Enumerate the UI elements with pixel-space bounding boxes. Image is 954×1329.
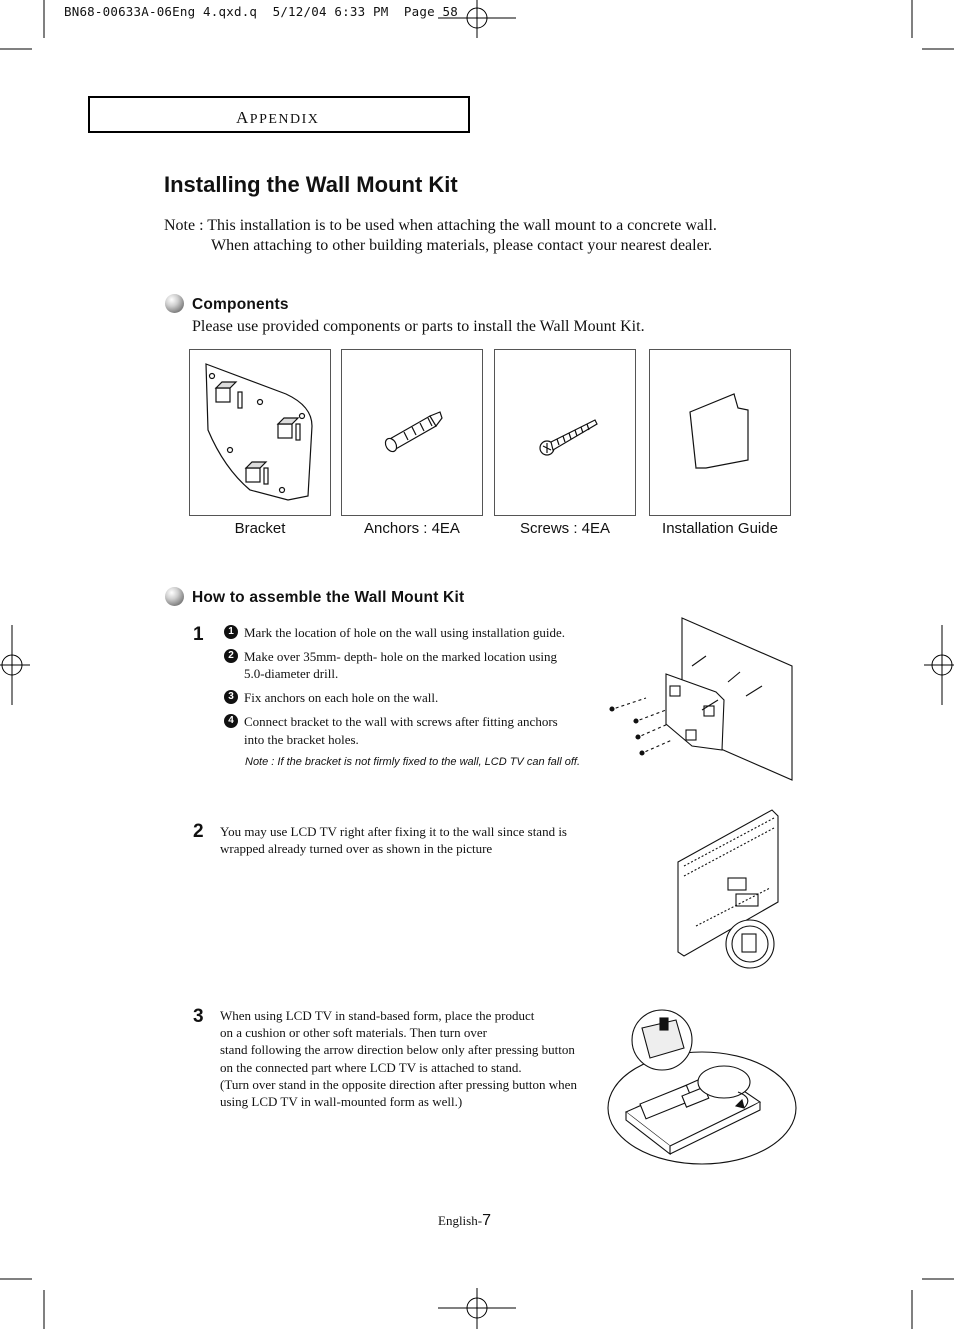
step1-item-4: Connect bracket to the wall with screws after fitting anchors <box>244 714 558 729</box>
components-intro: Please use provided components or parts to install the Wall Mount Kit. <box>192 318 645 335</box>
step1-bullet-1: 1 <box>224 625 238 639</box>
section-tab-initial: A <box>236 108 250 127</box>
step3-text-line3: stand following the arrow direction below only after pressing button <box>220 1042 575 1057</box>
guide-figure <box>649 349 791 516</box>
components-heading: Components <box>192 296 289 313</box>
step1-bullet-2: 2 <box>224 649 238 663</box>
step1-item-3: Fix anchors on each hole on the wall. <box>244 690 439 705</box>
install-note-line1: Note : This installation is to be used when attaching the wall mount to a concrete wall. <box>164 217 717 234</box>
print-slug: BN68-00633A-06Eng 4.qxd.q 5/12/04 6:33 PM Page 58 <box>64 4 459 19</box>
step2-text-line1: You may use LCD TV right after fixing it to the wall since stand is <box>220 824 567 839</box>
tv-back-illustration <box>676 806 782 978</box>
anchors-figure <box>341 349 483 516</box>
component-label-bracket: Bracket <box>234 520 286 537</box>
step3-text-line5: (Turn over stand in the opposite direction after pressing button when <box>220 1077 577 1092</box>
step1-item-2-cont: 5.0-diameter drill. <box>244 666 339 681</box>
page-footer <box>438 1212 491 1230</box>
section-tab <box>88 96 470 133</box>
component-label-guide: Installation Guide <box>662 520 778 537</box>
screw-icon <box>495 350 635 515</box>
component-label-anchors: Anchors : 4EA <box>364 520 460 537</box>
step1-bullet-4: 4 <box>224 714 238 728</box>
step1-warning-note: Note : If the bracket is not firmly fixed to the wall, LCD TV can fall off. <box>245 756 581 768</box>
step-number-1: 1 <box>193 624 204 645</box>
section-tab-rest: PPENDIX <box>249 112 320 127</box>
step3-text-line6: using LCD TV in wall-mounted form as well.) <box>220 1094 463 1109</box>
step3-text-line2: on a cushion or other soft materials. Then turn over <box>220 1025 487 1040</box>
components-section-icon <box>165 294 184 313</box>
step3-text-line4: on the connected part where LCD TV is attached to stand. <box>220 1060 522 1075</box>
wall-mount-illustration <box>606 614 796 784</box>
assemble-heading: How to assemble the Wall Mount Kit <box>192 589 465 606</box>
section-tab-label <box>236 108 319 128</box>
screws-figure <box>494 349 636 516</box>
step1-bullet-3: 3 <box>224 690 238 704</box>
assemble-section-icon <box>165 587 184 606</box>
step1-item-2: Make over 35mm- depth- hole on the marked location using <box>244 649 558 664</box>
step3-text-line1: When using LCD TV in stand-based form, place the product <box>220 1008 535 1023</box>
step1-item-4-cont: into the bracket holes. <box>244 732 359 747</box>
step1-item-1: Mark the location of hole on the wall using installation guide. <box>244 625 565 640</box>
step-number-3: 3 <box>193 1006 204 1027</box>
bracket-figure <box>189 349 331 516</box>
component-label-screws: Screws : 4EA <box>519 520 611 537</box>
bracket-icon <box>190 350 330 515</box>
page-number: 7 <box>482 1212 491 1229</box>
page-title: Installing the Wall Mount Kit <box>164 172 458 197</box>
footer-language: English- <box>438 1213 483 1228</box>
guide-icon <box>650 350 790 515</box>
step2-text-line2: wrapped already turned over as shown in the picture <box>220 841 493 856</box>
stand-rotation-illustration <box>604 1008 798 1170</box>
install-note-line2: When attaching to other building materials, please contact your nearest dealer. <box>211 237 713 254</box>
step-number-2: 2 <box>193 821 204 842</box>
anchor-icon <box>342 350 482 515</box>
